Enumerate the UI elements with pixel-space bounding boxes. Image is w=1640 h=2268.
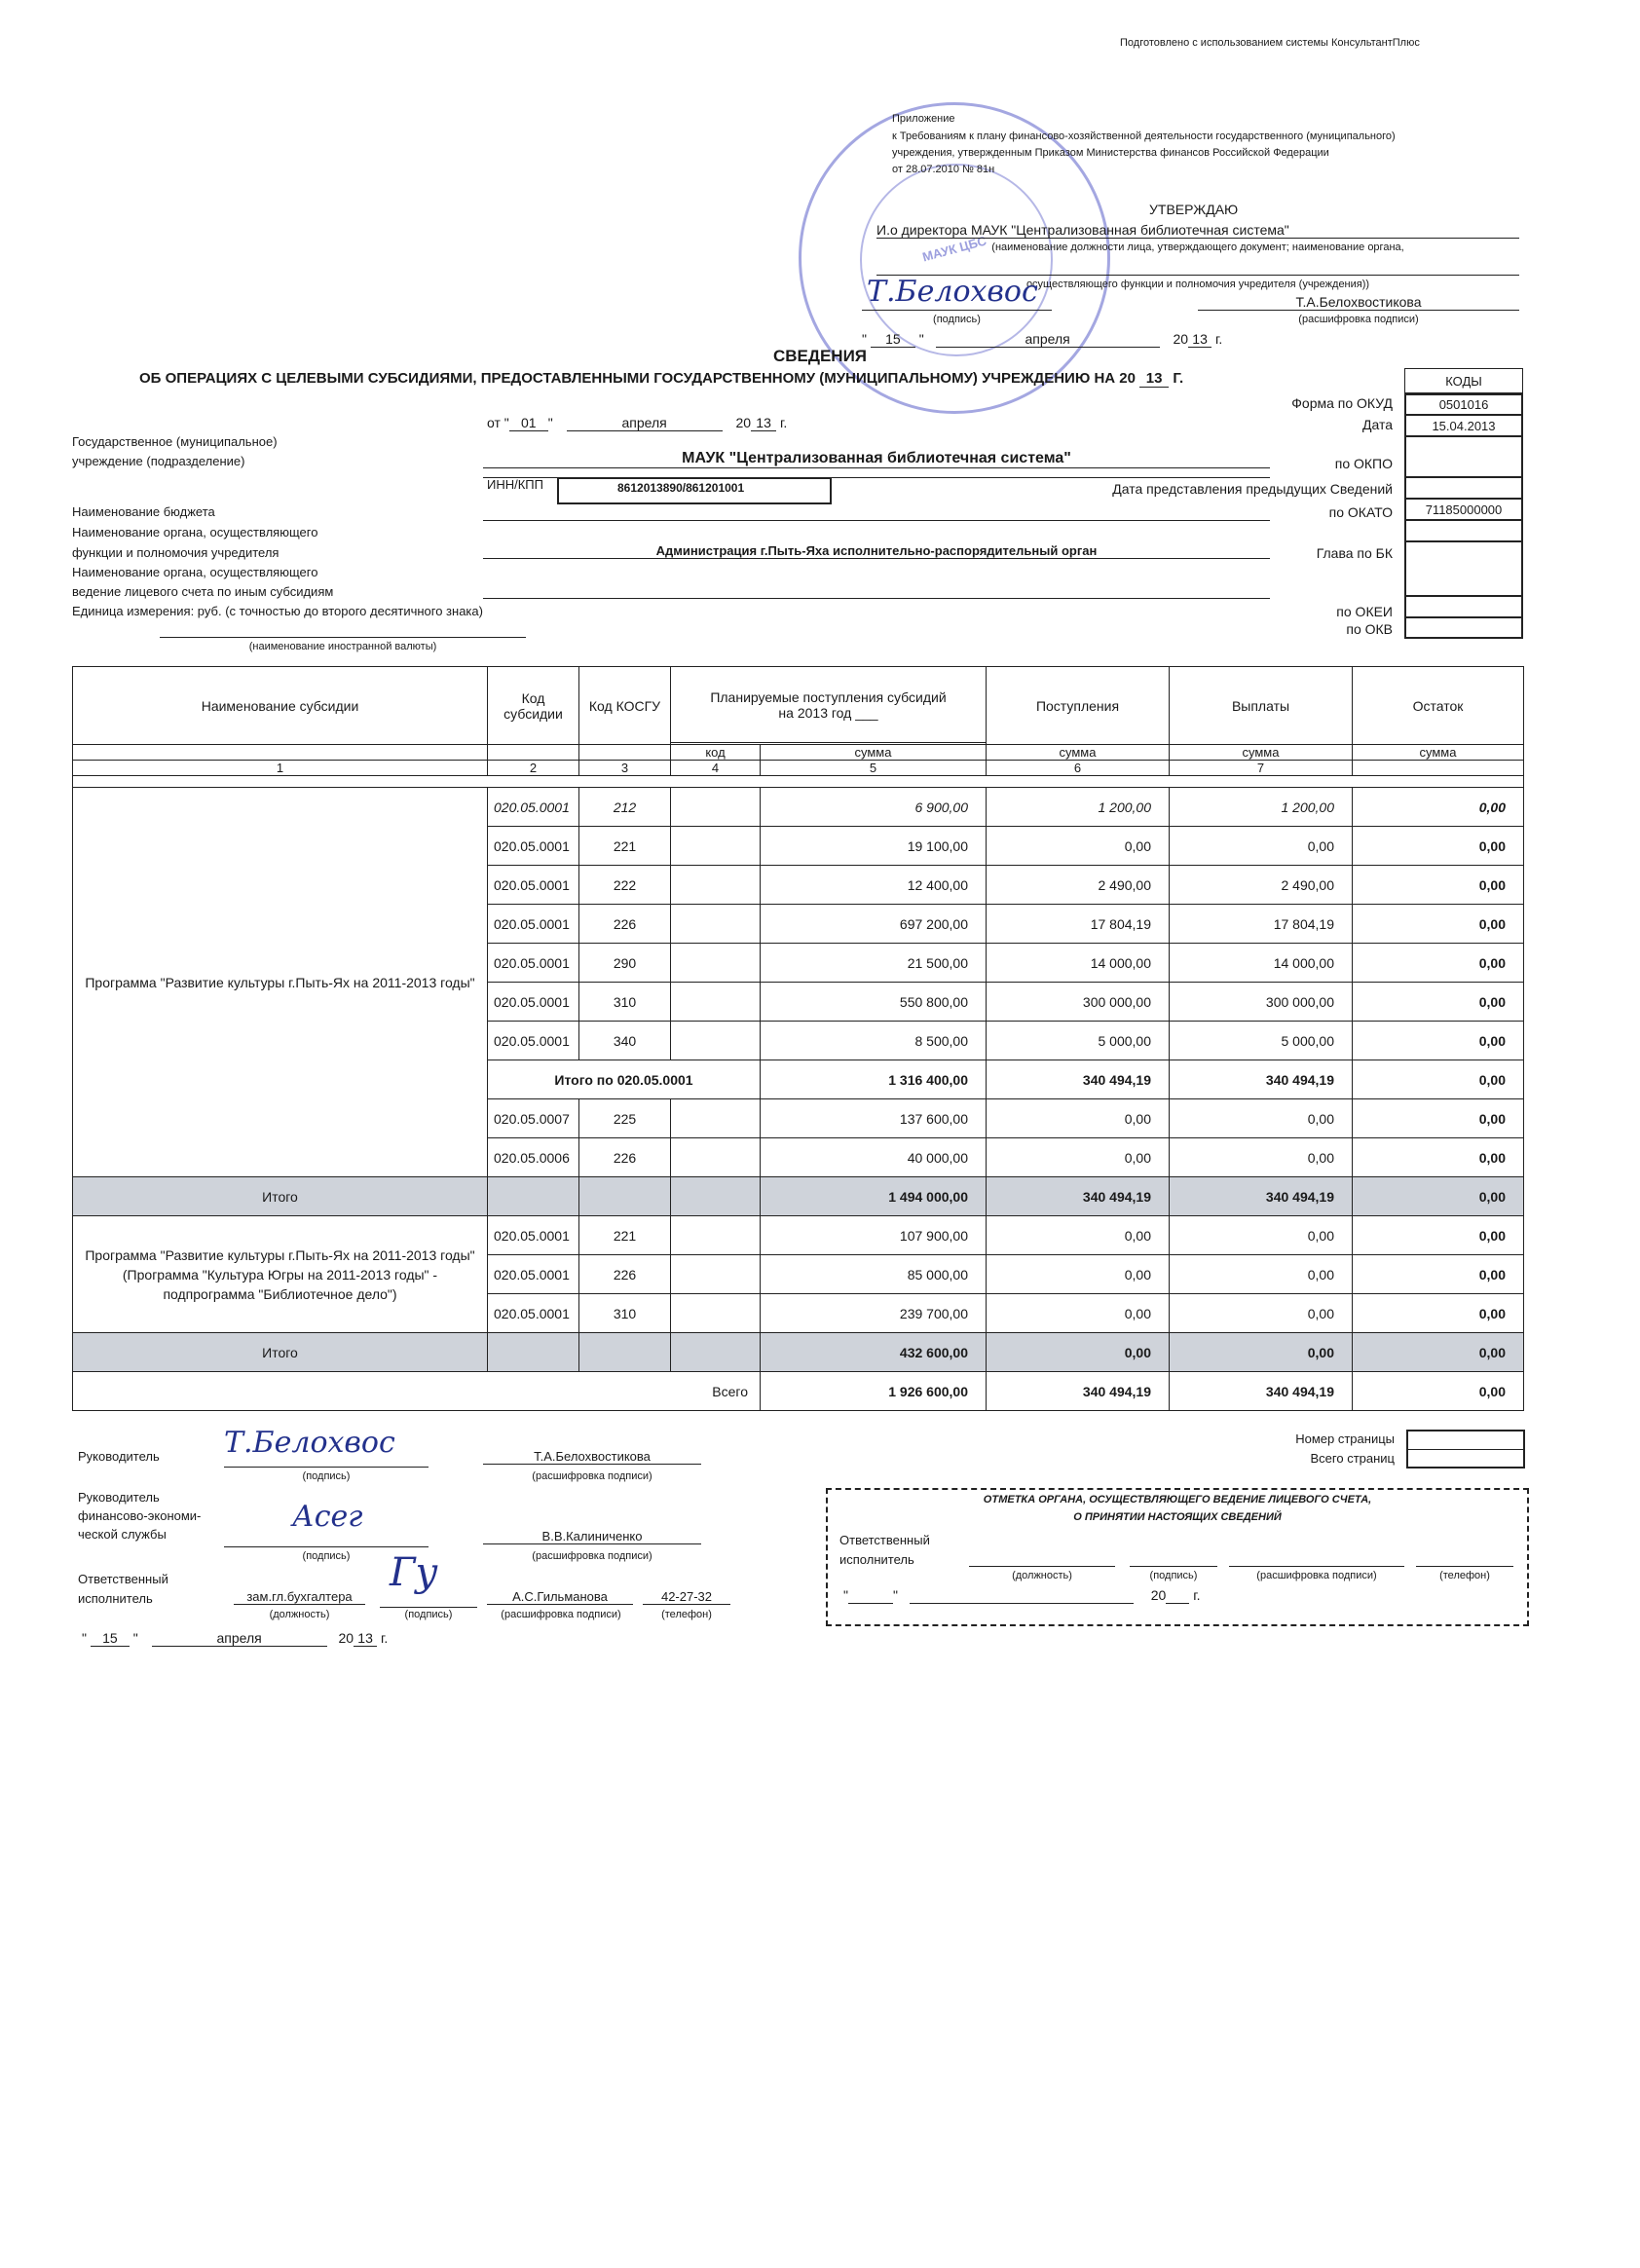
table-row: 020.05.0001 310 550 800,00 300 000,00 300 000,00 0,00 (73, 983, 1524, 1022)
mark-phone-caption: (телефон) (1439, 1570, 1490, 1581)
account-line (483, 584, 1270, 599)
exec-position: зам.гл.бухгалтера (234, 1589, 365, 1605)
sub-sum-rest: сумма (1353, 745, 1524, 761)
head-sign-caption: (подпись) (302, 1470, 351, 1482)
col-planned-header: Планируемые поступления субсидий на 2013 год ___ (671, 667, 987, 743)
date-label: Дата (1361, 417, 1393, 432)
report-date: от " 01 " апреля 20 13 г. (487, 415, 788, 430)
table-row: 020.05.0001 310 239 700,00 0,00 0,00 0,00 (73, 1294, 1524, 1333)
total-row: Итого 1 494 000,00 340 494,19 340 494,19 0,00 (73, 1177, 1524, 1216)
okpo-label: по ОКПО (1334, 456, 1393, 471)
appendix-line-1: Приложение (892, 113, 955, 125)
budget-line (483, 520, 1270, 521)
column-number-row: 1 2 3 4 5 6 7 (73, 761, 1524, 776)
mark-exec-1: Ответственный (839, 1533, 930, 1547)
table-row: Программа "Развитие культуры г.Пыть-Ях на 2011-2013 годы" 020.05.0001 212 6 900,00 1 200,00 1 200,00 0,00 (73, 788, 1524, 827)
fin-name-caption: (расшифровка подписи) (532, 1550, 652, 1562)
table-row: 020.05.0001 226 85 000,00 0,00 0,00 0,00 (73, 1255, 1524, 1294)
group2-name: Программа "Развитие культуры г.Пыть-Ях на 2011-2013 годы" (Программа "Культура Югры на 2011-2013 годы" - подпрограмма "Библиотечное дело") (73, 1216, 488, 1333)
fin-sign-line (224, 1546, 429, 1547)
footer-date: " 15 " апреля 20 13 г. (82, 1630, 389, 1646)
col-kosgu-header: Код КОСГУ (579, 667, 671, 745)
mark-pos-line (969, 1566, 1115, 1567)
inn-value: 8612013890/861201001 (617, 481, 745, 495)
institution-label-2: учреждение (подразделение) (72, 454, 245, 468)
page-number-divider (1406, 1449, 1525, 1450)
exec-signature: Гу (390, 1550, 438, 1595)
fin-label-2: финансово-экономи- (78, 1508, 202, 1523)
exec-sign-caption: (подпись) (404, 1609, 453, 1620)
okv-value (1404, 617, 1523, 639)
mark-name-line (1229, 1566, 1404, 1567)
inn-label: ИНН/КПП (487, 477, 543, 492)
exec-name-caption: (расшифровка подписи) (501, 1609, 621, 1620)
currency-caption: (наименование иностранной валюты) (248, 641, 437, 652)
approve-position: И.о директора МАУК "Централизованная библиотечная система" (876, 222, 1519, 239)
table-row: 020.05.0001 340 8 500,00 5 000,00 5 000,00 0,00 (73, 1022, 1524, 1060)
exec-sign-line (380, 1607, 477, 1608)
founder-value: Администрация г.Пыть-Яха исполнительно-распорядительный орган (483, 543, 1270, 559)
approve-position-caption-2: осуществляющего функции и полномочия учредителя (учреждения)) (1025, 279, 1370, 290)
grand-total-row: Всего 1 926 600,00 340 494,19 340 494,19 0,00 (73, 1372, 1524, 1411)
founder-label-1: Наименование органа, осуществляющего (72, 525, 318, 539)
institution-value: МАУК "Централизованная библиотечная система" (483, 450, 1270, 468)
head-signature: Т.Белохвос (224, 1426, 395, 1460)
fin-signature: Асег (292, 1500, 363, 1534)
table-row: Программа "Развитие культуры г.Пыть-Ях на 2011-2013 годы" (Программа "Культура Югры на 2011-2013 годы" - подпрограмма "Библиотечное дело") 020.05.0001 221 107 900,00 0,00 0,00 0,00 (73, 1216, 1524, 1255)
table-row: 020.05.0007 225 137 600,00 0,00 0,00 0,00 (73, 1099, 1524, 1138)
unit-label: Единица измерения: руб. (с точностью до второго десятичного знака) (72, 604, 483, 618)
prev-value (1404, 477, 1523, 499)
account-label-2: ведение лицевого счета по иным субсидиям (72, 584, 334, 599)
seal-stamp: МАУК ЦБС (799, 102, 1110, 414)
page-number-label: Номер страницы (1295, 1431, 1395, 1446)
table-row: 020.05.0001 290 21 500,00 14 000,00 14 000,00 0,00 (73, 944, 1524, 983)
header-note: Подготовлено с использованием системы КонсультантПлюс (1120, 37, 1420, 49)
approve-blank-line (876, 261, 1519, 276)
okv-label: по ОКВ (1346, 621, 1393, 637)
mark-sign-line (1130, 1566, 1217, 1567)
head-name: Т.А.Белохвостикова (483, 1449, 701, 1465)
exec-pos-caption: (должность) (269, 1609, 330, 1620)
appendix-line-2: к Требованиям к плану финансово-хозяйственной деятельности государственного (муниципального) (892, 130, 1396, 142)
head-name-caption: (расшифровка подписи) (532, 1470, 652, 1482)
approve-name-caption: (расшифровка подписи) (1298, 314, 1419, 325)
okei-label: по ОКЕИ (1336, 604, 1393, 619)
total-pages-label: Всего страниц (1310, 1451, 1395, 1466)
okato-label: по ОКАТО (1328, 504, 1393, 520)
doc-title: СВЕДЕНИЯ (772, 347, 868, 365)
table-row: 020.05.0006 226 40 000,00 0,00 0,00 0,00 (73, 1138, 1524, 1177)
okei-value (1404, 596, 1523, 617)
acceptance-mark-box (826, 1488, 1529, 1626)
sub-kod: код (671, 745, 761, 761)
fin-sign-caption: (подпись) (302, 1550, 351, 1562)
date-value: 15.04.2013 (1404, 415, 1523, 436)
exec-phone: 42-27-32 (643, 1589, 730, 1605)
bk-extra-value (1404, 520, 1523, 541)
approve-sign-caption: (подпись) (933, 314, 981, 325)
okato-value: 71185000000 (1404, 499, 1523, 520)
currency-line (160, 623, 526, 638)
table-row: 020.05.0001 221 19 100,00 0,00 0,00 0,00 (73, 827, 1524, 866)
mark-title-1: ОТМЕТКА ОРГАНА, ОСУЩЕСТВЛЯЮЩЕГО ВЕДЕНИЕ ЛИЦЕВОГО СЧЕТА, (983, 1494, 1372, 1506)
exec-label-2: исполнитель (78, 1591, 153, 1606)
mark-date: " " 20 г. (843, 1587, 1201, 1603)
group1-name: Программа "Развитие культуры г.Пыть-Ях на 2011-2013 годы" (73, 788, 488, 1177)
budget-label: Наименование бюджета (72, 504, 215, 519)
bk-value (1404, 541, 1523, 596)
okud-label: Форма по ОКУД (1291, 395, 1393, 411)
exec-name: А.С.Гильманова (487, 1589, 633, 1605)
subsidies-table (72, 666, 1524, 1411)
table-row: 020.05.0001 222 12 400,00 2 490,00 2 490,00 0,00 (73, 866, 1524, 905)
exec-label-1: Ответственный (78, 1572, 168, 1586)
mark-pos-caption: (должность) (1012, 1570, 1072, 1581)
approve-sign-line (862, 310, 1052, 311)
fin-label-1: Руководитель (78, 1490, 160, 1505)
col-code-header: Код субсидии (488, 667, 579, 745)
sub-sum-plan: сумма (761, 745, 987, 761)
head-label: Руководитель (78, 1449, 160, 1464)
okud-value: 0501016 (1404, 393, 1523, 415)
bk-label: Глава по БК (1316, 545, 1393, 561)
subtotal-row: Итого по 020.05.0001 1 316 400,00 340 494,19 340 494,19 0,00 (73, 1060, 1524, 1099)
approve-date: " 15 " апреля 20 13 г. (862, 331, 1223, 347)
head-sign-line (224, 1467, 429, 1468)
col-income-header: Поступления (987, 667, 1170, 745)
col-payments-header: Выплаты (1170, 667, 1353, 745)
approve-position-caption: (наименование должности лица, утверждающего документ; наименование органа, (991, 242, 1404, 253)
sub-sum-income: сумма (987, 745, 1170, 761)
institution-label-1: Государственное (муниципальное) (72, 434, 278, 449)
sub-sum-pay: сумма (1170, 745, 1353, 761)
codes-header: КОДЫ (1404, 368, 1523, 393)
okpo-value (1404, 436, 1523, 477)
col-name-header: Наименование субсидии (73, 667, 488, 745)
total-row: Итого 432 600,00 0,00 0,00 0,00 (73, 1333, 1524, 1372)
mark-sign-caption: (подпись) (1149, 1570, 1198, 1581)
doc-subtitle: ОБ ОПЕРАЦИЯХ С ЦЕЛЕВЫМИ СУБСИДИЯМИ, ПРЕДОСТАВЛЕННЫМИ ГОСУДАРСТВЕННОМУ (МУНИЦИПАЛЬНОМУ) УЧРЕЖДЕНИЮ НА 20 13 Г. (139, 370, 1184, 387)
mark-title-2: О ПРИНЯТИИ НАСТОЯЩИХ СВЕДЕНИЙ (1073, 1511, 1282, 1523)
exec-phone-caption: (телефон) (661, 1609, 712, 1620)
appendix-line-3: учреждения, утвержденным Приказом Министерства финансов Российской Федерации (892, 147, 1329, 159)
approve-sign-name: Т.А.Белохвостикова (1198, 294, 1519, 311)
mark-phone-line (1416, 1566, 1513, 1567)
founder-label-2: функции и полномочия учредителя (72, 545, 280, 560)
mark-name-caption: (расшифровка подписи) (1256, 1570, 1377, 1581)
approve-title: УТВЕРЖДАЮ (1149, 202, 1239, 217)
prev-label: Дата представления предыдущих Сведений (1112, 481, 1393, 497)
account-label-1: Наименование органа, осуществляющего (72, 565, 318, 579)
inn-top-line (483, 477, 1270, 478)
appendix-line-4: от 28.07.2010 № 81н (892, 164, 995, 175)
col-rest-header: Остаток (1353, 667, 1524, 745)
fin-label-3: ческой службы (78, 1527, 167, 1542)
approve-signature: Т.Белохвос (867, 275, 1038, 309)
table-row: 020.05.0001 226 697 200,00 17 804,19 17 804,19 0,00 (73, 905, 1524, 944)
mark-exec-2: исполнитель (839, 1552, 914, 1567)
fin-name: В.В.Калиниченко (483, 1529, 701, 1544)
